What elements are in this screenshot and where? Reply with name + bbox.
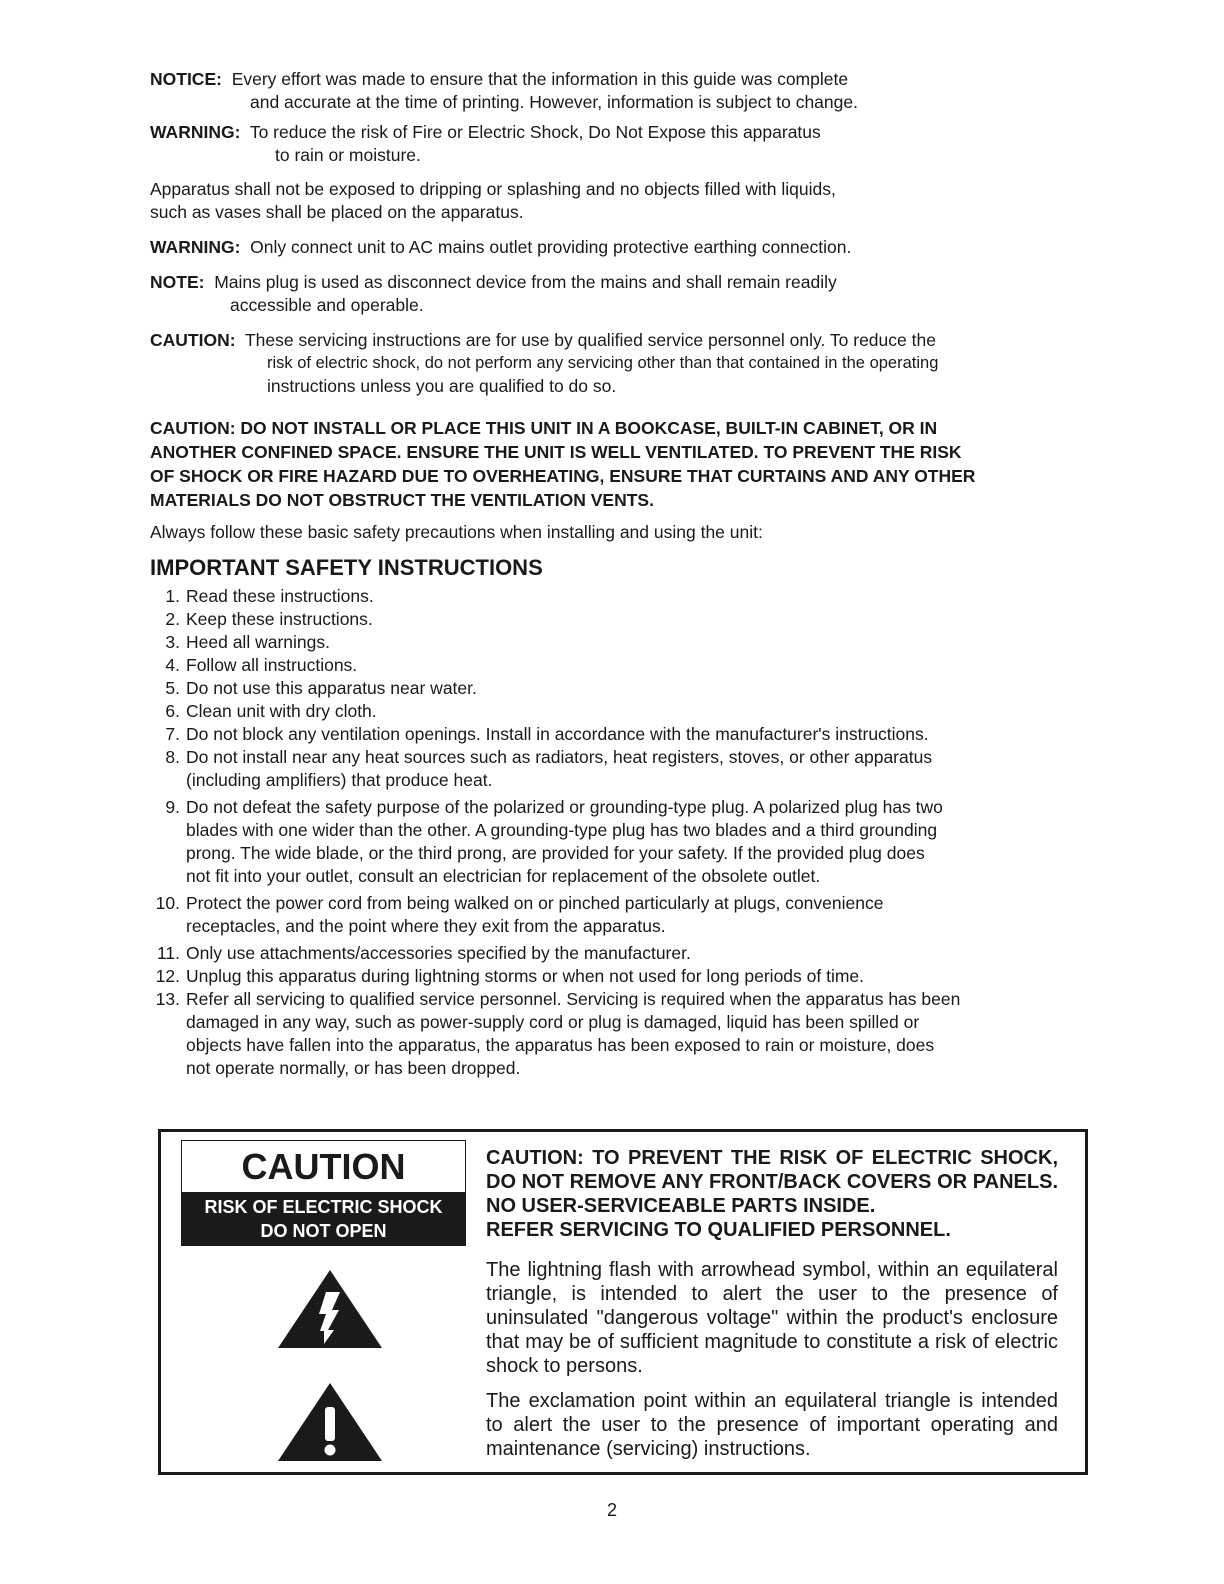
instruction-number: 5. [165,678,180,698]
exclamation-triangle-icon [276,1381,384,1463]
instructions-list [150,585,1085,1080]
instruction-number: 10. [155,893,180,913]
caution-label [181,1140,466,1246]
instruction-line: blades with one wider than the other. A grounding-type plug has two blades and a third grounding [186,820,938,840]
exclamation-explanation: The exclamation point within an equilateral triangle is intended to alert the user to the presence of important operating and maintenance (servicing) instructions. [486,1390,1058,1460]
notice-line1: Every effort was made to ensure that the information in this guide was complete [231,69,849,89]
instruction-number: 12. [155,966,180,986]
instruction-item [150,723,1085,746]
caution-label-line2: DO NOT OPEN [260,1221,387,1241]
instruction-line: not operate normally, or has been dropped. [186,1058,521,1078]
notice-block [150,68,1085,114]
caution1-line3: instructions unless you are qualified to do so. [267,376,617,396]
caution1-label: CAUTION: [150,330,236,350]
instruction-number: 13. [155,989,180,1009]
warning2-text: Only connect unit to AC mains outlet providing protective earthing connection. [250,237,852,257]
caution-box-bold: CAUTION: TO PREVENT THE RISK OF ELECTRIC SHOCK, DO NOT REMOVE ANY FRONT/BACK COVERS OR PANELS. NO USER-SERVICEABLE PARTS INSIDE. [486,1147,1058,1217]
safety-page [150,68,1085,1084]
caution1-line1: These servicing instructions are for use by qualified service personnel only. To reduce the [244,330,936,350]
caution2-line4: MATERIALS DO NOT OBSTRUCT THE VENTILATION VENTS. [150,490,654,510]
instruction-number: 11. [156,943,180,963]
warning1-line2: to rain or moisture. [275,145,421,165]
instruction-line: Only use attachments/accessories specified by the manufacturer. [186,943,691,963]
instruction-line: receptacles, and the point where they exit from the apparatus. [186,916,666,936]
instruction-number: 2. [165,609,180,629]
instruction-number: 8. [165,747,180,767]
instruction-line: Heed all warnings. [186,632,330,652]
instruction-line: Refer all servicing to qualified service personnel. Servicing is required when the apparatus has been [186,989,961,1009]
instruction-line: Clean unit with dry cloth. [186,701,377,721]
warning1-label: WARNING: [150,122,241,142]
warning2-label: WARNING: [150,237,241,257]
apparatus-line1: Apparatus shall not be exposed to dripping or splashing and no objects filled with liquids, [150,179,836,199]
apparatus-block [150,178,1085,224]
instruction-item [150,796,1085,888]
instruction-item [150,654,1085,677]
caution-label-line1: RISK OF ELECTRIC SHOCK [204,1197,443,1217]
instruction-item [150,585,1085,608]
notice-label: NOTICE: [150,69,222,89]
caution-label-band [182,1192,465,1245]
caution-label-title: CAUTION [241,1146,406,1187]
lightning-triangle-icon [276,1268,384,1350]
lightning-explanation: The lightning flash with arrowhead symbol, within an equilateral triangle, is intended to alert the user to the presence of uninsulated "dangerous voltage" within the product's enclosure that may be of sufficient magnitude to constitute a risk of electric shock to persons. [486,1259,1058,1377]
instruction-line: not fit into your outlet, consult an electrician for replacement of the obsolete outlet. [186,866,821,886]
instruction-line: objects have fallen into the apparatus, the apparatus has been exposed to rain or moisture, does [186,1035,935,1055]
safety-heading: IMPORTANT SAFETY INSTRUCTIONS [150,555,543,580]
instruction-item [150,892,1085,938]
caution2-line1: CAUTION: DO NOT INSTALL OR PLACE THIS UNIT IN A BOOKCASE, BUILT-IN CABINET, OR IN [150,418,938,438]
caution-block-2 [150,416,1085,512]
caution-box-bold2: REFER SERVICING TO QUALIFIED PERSONNEL. [486,1219,951,1241]
page-number: 2 [606,1500,617,1520]
instruction-number: 4. [165,655,180,675]
instruction-line: Follow all instructions. [186,655,358,675]
apparatus-line2: such as vases shall be placed on the apparatus. [150,202,524,222]
instruction-line: Unplug this apparatus during lightning storms or when not used for long periods of time. [186,966,865,986]
note-label: NOTE: [150,272,205,292]
caution-box-text [486,1146,1058,1461]
instruction-item [150,746,1085,792]
note-block [150,271,1085,317]
instruction-item [150,988,1085,1080]
note-line2: accessible and operable. [230,295,424,315]
instruction-line: Protect the power cord from being walked on or pinched particularly at plugs, convenience [186,893,884,913]
instruction-line: Do not use this apparatus near water. [186,678,477,698]
instruction-line: (including amplifiers) that produce heat. [186,770,493,790]
instruction-line: Do not defeat the safety purpose of the polarized or grounding-type plug. A polarized plug has two [186,797,943,817]
instruction-line: prong. The wide blade, or the third prong, are provided for your safety. If the provided plug does [186,843,925,863]
instruction-line: Do not install near any heat sources such as radiators, heat registers, stoves, or other apparatus [186,747,933,767]
instruction-number: 7. [165,724,180,744]
caution-block-1 [150,329,1085,398]
instruction-item [150,631,1085,654]
caution2-line3: OF SHOCK OR FIRE HAZARD DUE TO OVERHEATING, ENSURE THAT CURTAINS AND ANY OTHER [150,466,976,486]
warning1-line1: To reduce the risk of Fire or Electric Shock, Do Not Expose this apparatus [249,122,821,142]
instruction-line: Read these instructions. [186,586,374,606]
instruction-number: 6. [165,701,180,721]
intro-text: Always follow these basic safety precautions when installing and using the unit: [150,522,763,542]
note-line1: Mains plug is used as disconnect device from the mains and shall remain readily [214,272,837,292]
instruction-item [150,608,1085,631]
warning-block-2 [150,236,1085,259]
instruction-item [150,700,1085,723]
instruction-line: Keep these instructions. [186,609,373,629]
notice-line2: and accurate at the time of printing. However, information is subject to change. [250,92,858,112]
warning-block-1 [150,121,1085,167]
instruction-line: damaged in any way, such as power-supply cord or plug is damaged, liquid has been spilled or [186,1012,920,1032]
instruction-item [150,942,1085,965]
caution2-line2: ANOTHER CONFINED SPACE. ENSURE THE UNIT IS WELL VENTILATED. TO PREVENT THE RISK [150,442,962,462]
instruction-number: 1. [165,586,180,606]
instruction-number: 3. [165,632,180,652]
caution1-line2: risk of electric shock, do not perform any servicing other than that contained in the operating [267,354,939,372]
instruction-line: Do not block any ventilation openings. Install in accordance with the manufacturer's instructions. [186,724,929,744]
instruction-item [150,677,1085,700]
instruction-number: 9. [165,797,180,817]
instruction-item [150,965,1085,988]
